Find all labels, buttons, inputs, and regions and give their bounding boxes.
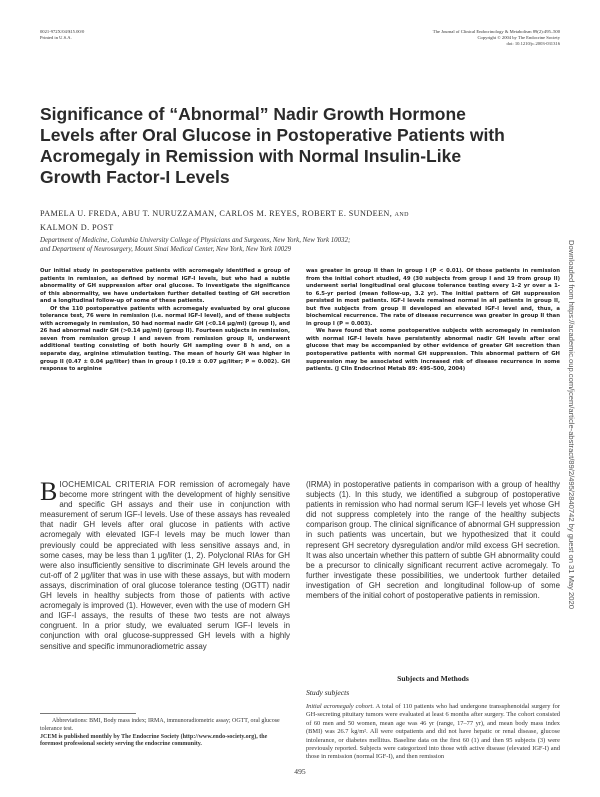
methods-lead: Initial acromegaly cohort.: [306, 703, 374, 710]
download-watermark: Downloaded from https://academic.oup.com/jcem/article-abstract/89/2/495/2840742 by guest on 31 May 2020: [567, 240, 576, 609]
intro-smallcaps: IOCHEMICAL CRITERIA FOR: [59, 480, 176, 489]
jcem-footnote: JCEM is published monthly by The Endocrine Society (http://www.endo-society.org), the foremost professional society serving the endocrine community.: [40, 733, 268, 748]
drop-cap: B: [40, 477, 58, 506]
methods-text: A total of 110 patients who had undergone transsphenoidal surgery for GH-secreting pituitary tumors were evaluated at least 6 months after surgery. The cohort consisted of 60 men and 50 women, mean age was 46 yr (range, 17–77 yr), and mean body mass index (BMI) was 26.7 kg/m². All were outpatients and did not have hepatic or renal disease, glucose intolerance, or diabetes mellitus. Baseline data on the first 60 (1) and then 95 subjects (3) were previously reported. Subjects were categorized into those with active disease (elevated IGF-I) and those in remission (normal IGF-I), and then remission: [306, 703, 561, 761]
affiliations: [40, 236, 560, 255]
printed-line: Printed in U.S.A.: [40, 35, 72, 40]
footnote-rule: [40, 713, 136, 714]
author-list: [40, 208, 540, 234]
body-left-column: [40, 477, 290, 652]
abstract-paragraph: Our initial study in postoperative patients with acromegaly identified a group of patients in remission, as defined by normal IGF-I levels, but who had a subtle abnormality of GH suppression after oral glucose. To investigate the significance of this abnormality, we have undertaken further detailed testing of GH secretion and a longitudinal follow-up of some of these patients.: [40, 268, 290, 305]
abstract-paragraph: We have found that some postoperative subjects with acromegaly in remission with normal IGF-I levels have persistently abnormal nadir GH levels after oral glucose that may be accompanied by other evidence of greater GH secretion than postoperative patients with normal GH suppression. This abnormal pattern of GH suppression may be associated with increased risk of disease recurrence in some patients. (J Clin Endocrinol Metab 89: 495–500, 2004): [306, 328, 560, 373]
header-right: [433, 29, 560, 47]
section-heading: Subjects and Methods: [397, 674, 469, 683]
affiliation-line: and Department of Neurosurgery, Mount Sinai Medical Center, New York, New York 10029: [40, 246, 292, 254]
affiliation-line: Department of Medicine, Columbia University College of Physicians and Surgeons, New York, New York 10032;: [40, 237, 351, 244]
issn-line: 0021-972X/04/$15.00/0: [40, 29, 85, 34]
title-line: Significance of “Abnormal” Nadir Growth Hormone: [40, 104, 466, 124]
footnotes: [40, 718, 290, 749]
intro-continuation: (IRMA) in postoperative patients in comparison with a group of healthy subjects (1). In this study, we identified a subgroup of postoperative patients in remission who had normal serum IGF-I levels yet whose GH did not suppress completely into the range of the healthy subjects comparison group. The clinical significance of abnormal GH suppression in such patients was uncertain, but we hypothesized that it could represent GH secretory dysregulation and/or mild excess GH secretion. It was also uncertain whether this pattern of subtle GH abnormality could be a precursor to clinically significant recurrent active acromegaly. To further investigate these possibilities, we undertook further detailed investigation of GH secretion and longitudinal follow-up of some members of the initial cohort of postoperative patients in remission.: [306, 480, 560, 601]
intro-paragraph: [40, 477, 290, 652]
page-number: 495: [294, 767, 306, 776]
abstract-left-column: [40, 268, 290, 374]
abstract-paragraph: was greater in group II than in group I (P < 0.01). Of those patients in remission from the initial cohort studied, 49 (30 subjects from group I and 19 from group II) underwent serial longitudinal oral glucose tolerance testing every 1–2 yr over a 1- to 6.5-yr period (mean follow-up, 3.2 yr). The initial pattern of GH suppression persisted in most patients. IGF-I levels remained normal in all patients in group II, but five subjects from group II developed an elevated IGF-I level and, thus, a biochemical recurrence. The rate of disease recurrence was greater in group II than in group I (P = 0.003).: [306, 268, 560, 327]
title-line: Acromegaly in Remission with Normal Insulin-Like: [40, 146, 462, 166]
subsection-heading: Study subjects: [306, 688, 350, 697]
header-left: [40, 29, 84, 41]
authors-and: AND: [394, 212, 409, 218]
intro-text: remission of acromegaly have become more stringent with the development of highly sensitive and specific GH assays and their use in conjunction with measurement of serum IGF-I levels. Use of these assays has revealed that nadir GH levels after oral glucose in patients with active acromegaly with elevated IGF-I levels may be much lower than previously could be appreciated with less sensitive assays and, in some cases, may be less than 1 μg/liter (1, 2). Polyclonal RIAs for GH were also insufficiently sensitive to discriminate GH levels around the cut-off of 2 μg/liter that was in use with these assays, but with modern assays, discrimination of oral glucose tolerance testing (OGTT) nadir GH levels in healthy subjects from those of patients with active acromegaly is improved (1). However, even with the use of modern GH and IGF-I assays, the results of these two tests are not always congruent. In a prior study, we evaluated serum IGF-I levels in conjunction with oral glucose-suppressed GH levels with a highly sensitive and specific immunoradiometric assay: [40, 480, 290, 651]
copyright-line: Copyright © 2004 by The Endocrine Society: [477, 35, 560, 40]
title-line: Growth Factor-I Levels: [40, 167, 230, 187]
body-right-column: [306, 480, 560, 601]
title-line: Levels after Oral Glucose in Postoperative Patients with: [40, 125, 505, 145]
abstract-paragraph: Of the 110 postoperative patients with acromegaly evaluated by oral glucose tolerance test, 76 were in remission (i.e. normal IGF-I level), and of these subjects with acromegaly in remission, 50 had normal nadir GH (<0.14 μg/ml) (group I), and 26 had abnormal nadir GH (>0.14 μg/ml) (group II). Fourteen subjects in remission, seven from remission group I and seven from remission group II, underwent additional testing consisting of both hourly GH sampling over 8 h and, on a separate day, arginine stimulation testing. The mean of hourly GH was higher in group II (0.47 ± 0.04 μg/liter) than in group I (0.19 ± 0.07 μg/liter; P = 0.002). GH response to arginine: [40, 305, 290, 373]
authors-line-1: PAMELA U. FREDA, ABU T. NURUZZAMAN, CARLOS M. REYES, ROBERT E. SUNDEEN,: [40, 209, 393, 218]
methods-paragraph: [306, 703, 560, 762]
abstract-right-column: [306, 268, 560, 374]
abbreviations-footnote: Abbreviations: BMI, Body mass index; IRMA, immunoradiometric assay; OGTT, oral glucose tolerance test.: [40, 718, 280, 732]
journal-citation: The Journal of Clinical Endocrinology & Metabolism 89(2):495–500: [432, 29, 560, 34]
authors-line-2: KALMON D. POST: [40, 222, 114, 232]
article-title: [40, 104, 570, 188]
doi-line: doi: 10.1210/jc.2003-031316: [506, 41, 560, 46]
